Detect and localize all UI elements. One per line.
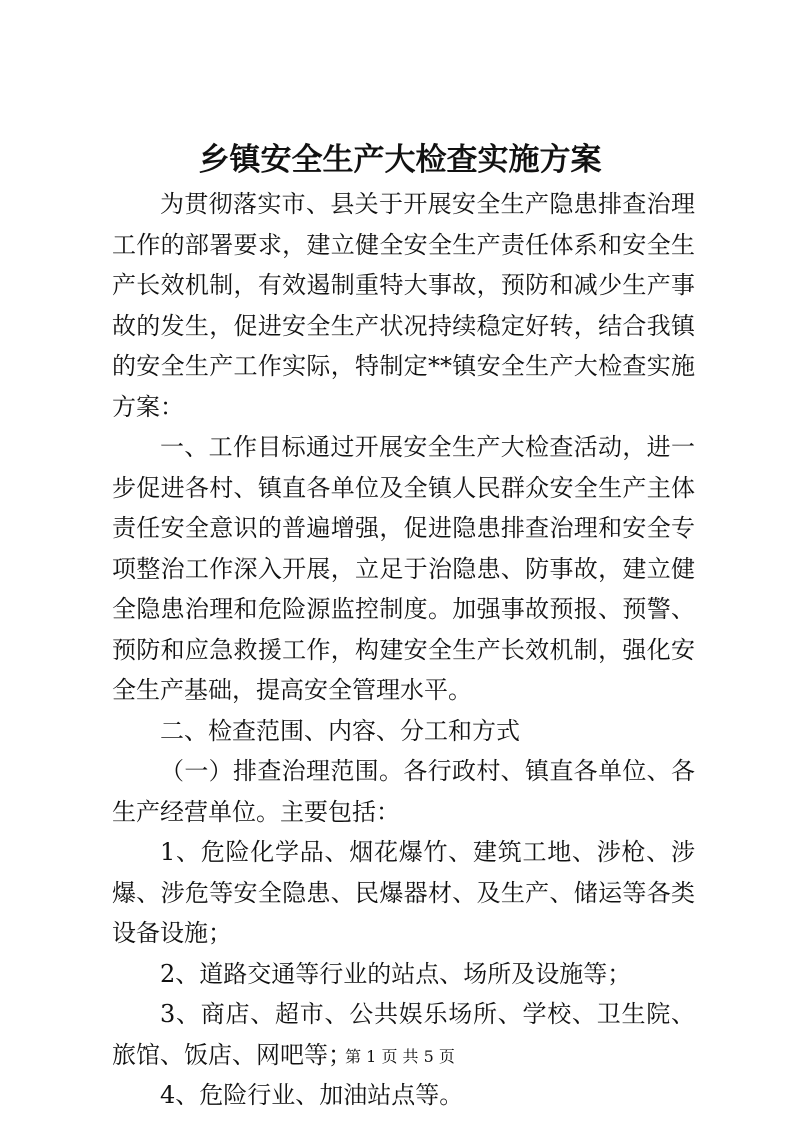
document-body xyxy=(112,184,695,1116)
section-heading-scope: 二、检查范围、内容、分工和方式 xyxy=(160,716,520,745)
paragraph-intro: 为贯彻落实市、县关于开展安全生产隐患排查治理工作的部署要求，建立健全安全生产责任体系和安全生产长效机制，有效遏制重特大事故，预防和减少生产事故的发生，促进安全生产状况持续稳定好转，结合我镇的安全生产工作实际，特制定**镇安全生产大检查实施方案： xyxy=(112,190,695,421)
paragraph-work-goal: 一、工作目标通过开展安全生产大检查活动，进一步促进各村、镇直各单位及全镇人民群众安全生产主体责任安全意识的普遍增强，促进隐患排查治理和安全专项整治工作深入开展，立足于治隐患、防事故，建立健全隐患治理和危险源监控制度。加强事故预报、预警、预防和应急救援工作，构建安全生产长效机制，强化安全生产基础，提高安全管理水平。 xyxy=(112,433,695,704)
list-item-3: 3、商店、超市、公共娱乐场所、学校、卫生院、旅馆、饭店、网吧等； xyxy=(112,1000,695,1069)
list-item-2: 2、道路交通等行业的站点、场所及设施等； xyxy=(160,959,632,988)
list-item-4: 4、危险行业、加油站点等。 xyxy=(160,1081,464,1109)
document-title: 乡镇安全生产大检查实施方案 xyxy=(198,142,602,178)
list-item-1: 1、危险化学品、烟花爆竹、建筑工地、涉枪、涉爆、涉危等安全隐患、民爆器材、及生产、储运等各类设备设施； xyxy=(112,838,695,947)
paragraph-scope: （一）排查治理范围。各行政村、镇直各单位、各生产经营单位。主要包括： xyxy=(112,757,695,826)
page-footer: 第 1 页 共 5 页 xyxy=(345,1047,455,1066)
